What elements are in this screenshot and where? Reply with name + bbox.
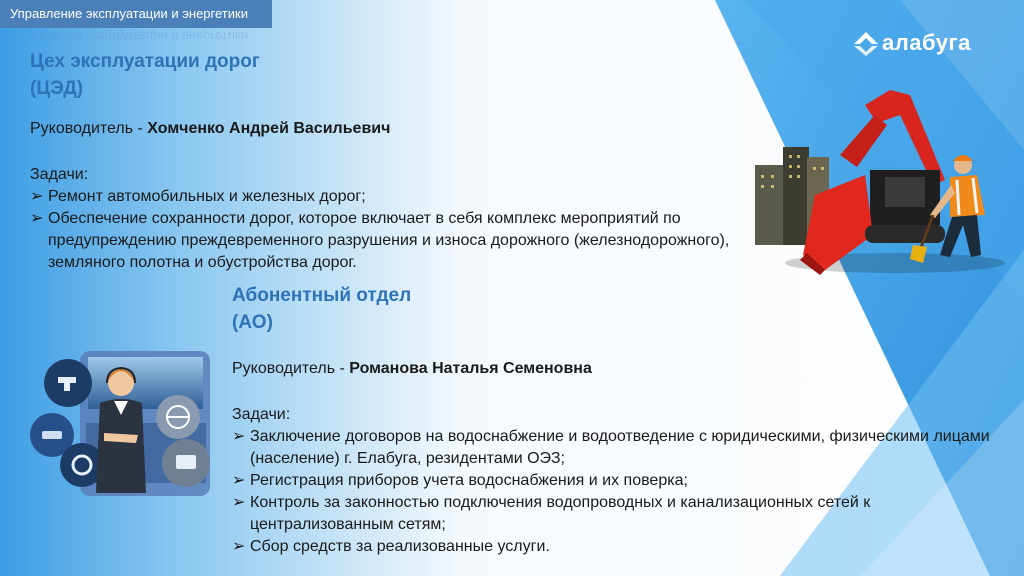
road-shop-title-line2: (ЦЭД) [30, 78, 84, 99]
list-item [232, 536, 1017, 558]
subscriber-dept-tasks-label: Задачи: [232, 406, 291, 423]
road-shop-manager-prefix: Руководитель - [30, 120, 148, 137]
subscriber-dept-manager-prefix: Руководитель - [232, 360, 350, 377]
subscriber-dept-title-line2: (АО) [232, 312, 273, 333]
subscriber-dept-task-list [232, 426, 1017, 558]
bullet-arrow-icon: ➢ [232, 538, 246, 555]
subscriber-dept-title-line1: Абонентный отдел [232, 285, 412, 306]
alabuga-logo-icon [852, 30, 880, 56]
task-text: Ремонт автомобильных и железных дорог; [48, 188, 366, 205]
road-shop-tasks [30, 164, 750, 274]
bullet-arrow-icon: ➢ [232, 472, 246, 489]
bullet-arrow-icon: ➢ [30, 188, 44, 205]
road-shop-manager-name: Хомченко Андрей Васильевич [147, 120, 391, 137]
task-text: Обеспечение сохранности дорог, которое включает в себя комплекс мероприятий по предупреждению преждевременного разрушения и износа дорожного (железнодорожного), земляного полотна и обустройства дорог. [48, 210, 730, 271]
task-text: Сбор средств за реализованные услуги. [250, 538, 550, 555]
road-works-illustration [745, 85, 1005, 280]
list-item [232, 492, 1017, 536]
alabuga-logo [852, 30, 982, 58]
road-shop-tasks-label: Задачи: [30, 166, 89, 183]
building-icon [755, 165, 785, 245]
subscriber-dept-tasks [232, 404, 1017, 558]
bullet-arrow-icon: ➢ [232, 428, 246, 445]
list-item [232, 470, 1017, 492]
road-shop-title [30, 48, 260, 102]
building-icon [783, 147, 809, 245]
list-item [30, 186, 750, 208]
road-shop-manager [30, 118, 750, 140]
road-shop-task-list [30, 186, 750, 274]
list-item [232, 426, 1017, 470]
task-text: Регистрация приборов учета водоснабжения и их поверка; [250, 472, 688, 489]
call-center-illustration [28, 343, 218, 513]
task-text: Заключение договоров на водоснабжение и водоотведение с юридическими, физическими лицами (население) г. Елабуга, резидентами ОЭЗ; [250, 428, 990, 467]
road-shop-title-line1: Цех эксплуатации дорог [30, 51, 260, 72]
list-item [30, 208, 750, 274]
bullet-arrow-icon: ➢ [232, 494, 246, 511]
task-text: Контроль за законностью подключения водопроводных и канализационных сетей к централизованным сетям; [250, 494, 871, 533]
logo-text: алабуга [882, 30, 971, 55]
subscriber-dept-manager-name: Романова Наталья Семеновна [349, 360, 592, 377]
subscriber-dept-manager [232, 358, 1012, 380]
header-reflection: Управление эксплуатации и энергетики [10, 29, 248, 44]
subscriber-dept-title [232, 282, 411, 336]
department-header: Управление эксплуатации и энергетики [0, 0, 272, 28]
bullet-arrow-icon: ➢ [30, 210, 44, 227]
